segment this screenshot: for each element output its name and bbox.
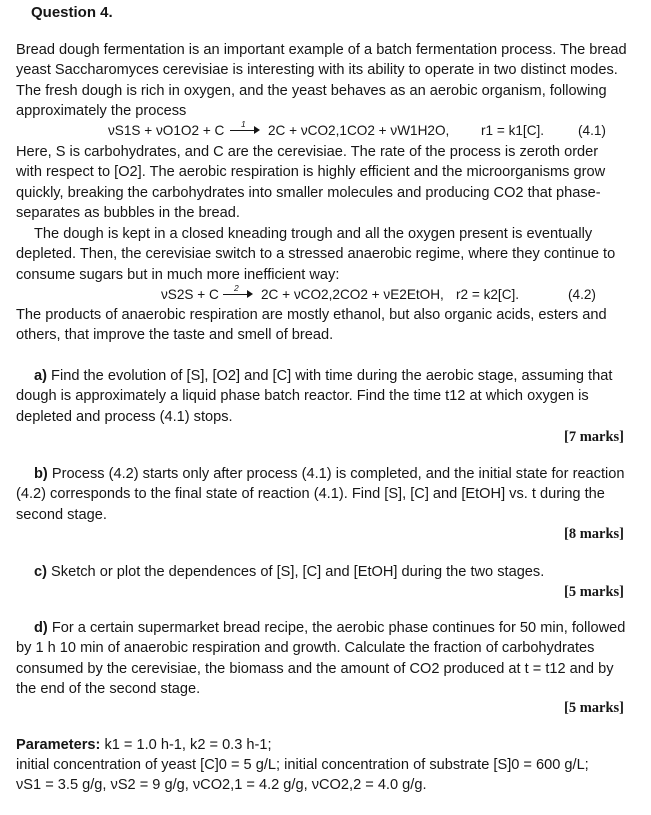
eq1-rate: r1 = k1[C]. bbox=[481, 123, 545, 138]
eq2-rhs: 2C + νCO2,2CO2 + νE2EtOH, bbox=[261, 287, 444, 302]
eq1-number: (4.1) bbox=[578, 123, 606, 138]
question-title: Question 4. bbox=[31, 4, 113, 21]
question-b bbox=[16, 464, 628, 525]
parameters-label: Parameters: bbox=[16, 737, 101, 753]
parameters-line2: initial concentration of yeast [C]0 = 5 g/L; initial concentration of substrate [S]0 = 600 g/L; bbox=[16, 757, 589, 773]
equation-4-2 bbox=[16, 285, 628, 305]
eq1-lhs: νS1S + νO1O2 + C bbox=[108, 123, 225, 138]
question-a-label: a) bbox=[34, 368, 47, 384]
eq2-arrow: 2 bbox=[223, 285, 255, 295]
eq1-arrow: 1 bbox=[230, 121, 262, 131]
question-d-text: For a certain supermarket bread recipe, the aerobic phase continues for 50 min, followed by 1 h 10 min of anaerobic respiration and growth. Calculate the fraction of carbohydrates consumed by the cerevisiae, the biomass and the amount of CO2 produced at t = t12 and by the end of the second stage. bbox=[16, 620, 626, 697]
question-d bbox=[16, 618, 628, 699]
question-c-label: c) bbox=[34, 564, 47, 580]
question-c-marks: [5 marks] bbox=[563, 584, 624, 600]
question-a-text: Find the evolution of [S], [O2] and [C] with time during the aerobic stage, assuming that dough is approximately a liquid phase batch reactor. Find the time t12 at which oxygen is depleted and process (4.1) stops. bbox=[16, 368, 613, 425]
anaerobic-paragraph: The dough is kept in a closed kneading trough and all the oxygen present is eventually depleted. Then, the cerevisiae switch to a stressed anaerobic regime, where they continue to consume sugars but in much more inefficient way: bbox=[16, 226, 616, 283]
question-a bbox=[16, 366, 628, 427]
parameters-line3: νS1 = 3.5 g/g, νS2 = 9 g/g, νCO2,1 = 4.2 g/g, νCO2,2 = 4.0 g/g. bbox=[16, 777, 427, 793]
equation-4-1 bbox=[16, 121, 628, 141]
eq2-lhs: νS2S + C bbox=[161, 287, 219, 302]
question-b-text: Process (4.2) starts only after process (4.1) is completed, and the initial state for reaction (4.2) corresponds to the final state of reaction (4.1). Find [S], [C] and [EtOH] vs. t during the second stage. bbox=[16, 466, 625, 523]
eq2-number: (4.2) bbox=[568, 287, 596, 302]
after-eq2-paragraph: The products of anaerobic respiration are mostly ethanol, but also organic acids, esters and others, that improve the taste and smell of bread. bbox=[16, 307, 607, 344]
question-a-marks: [7 marks] bbox=[563, 429, 624, 445]
parameters-line1 bbox=[16, 735, 634, 755]
question-b-label: b) bbox=[34, 466, 48, 482]
question-b-marks: [8 marks] bbox=[563, 526, 624, 542]
after-eq1-paragraph: Here, S is carbohydrates, and C are the cerevisiae. The rate of the process is zeroth order with respect to [O2]. The aerobic respiration is highly efficient and the microorganisms grow quickly, breaking the carbohydrates into smaller molecules and producing CO2 that phase-separates as bubbles in the bread. bbox=[16, 144, 606, 221]
eq1-rhs: 2C + νCO2,1CO2 + νW1H2O, bbox=[268, 123, 450, 138]
question-c-text: Sketch or plot the dependences of [S], [C] and [EtOH] during the two stages. bbox=[51, 564, 545, 580]
question-c bbox=[16, 562, 628, 582]
intro-paragraph: Bread dough fermentation is an important example of a batch fermentation process. The bread yeast Saccharomyces cerevisiae is interesting with its ability to operate in two distinct modes. The fresh dough is rich in oxygen, and the yeast behaves as an aerobic organism, following approximately the process bbox=[16, 42, 627, 119]
parameters-rates: k1 = 1.0 h-1, k2 = 0.3 h-1; bbox=[104, 737, 272, 753]
question-d-marks: [5 marks] bbox=[563, 700, 624, 716]
question-d-label: d) bbox=[34, 620, 48, 636]
eq2-rate: r2 = k2[C]. bbox=[456, 287, 520, 302]
